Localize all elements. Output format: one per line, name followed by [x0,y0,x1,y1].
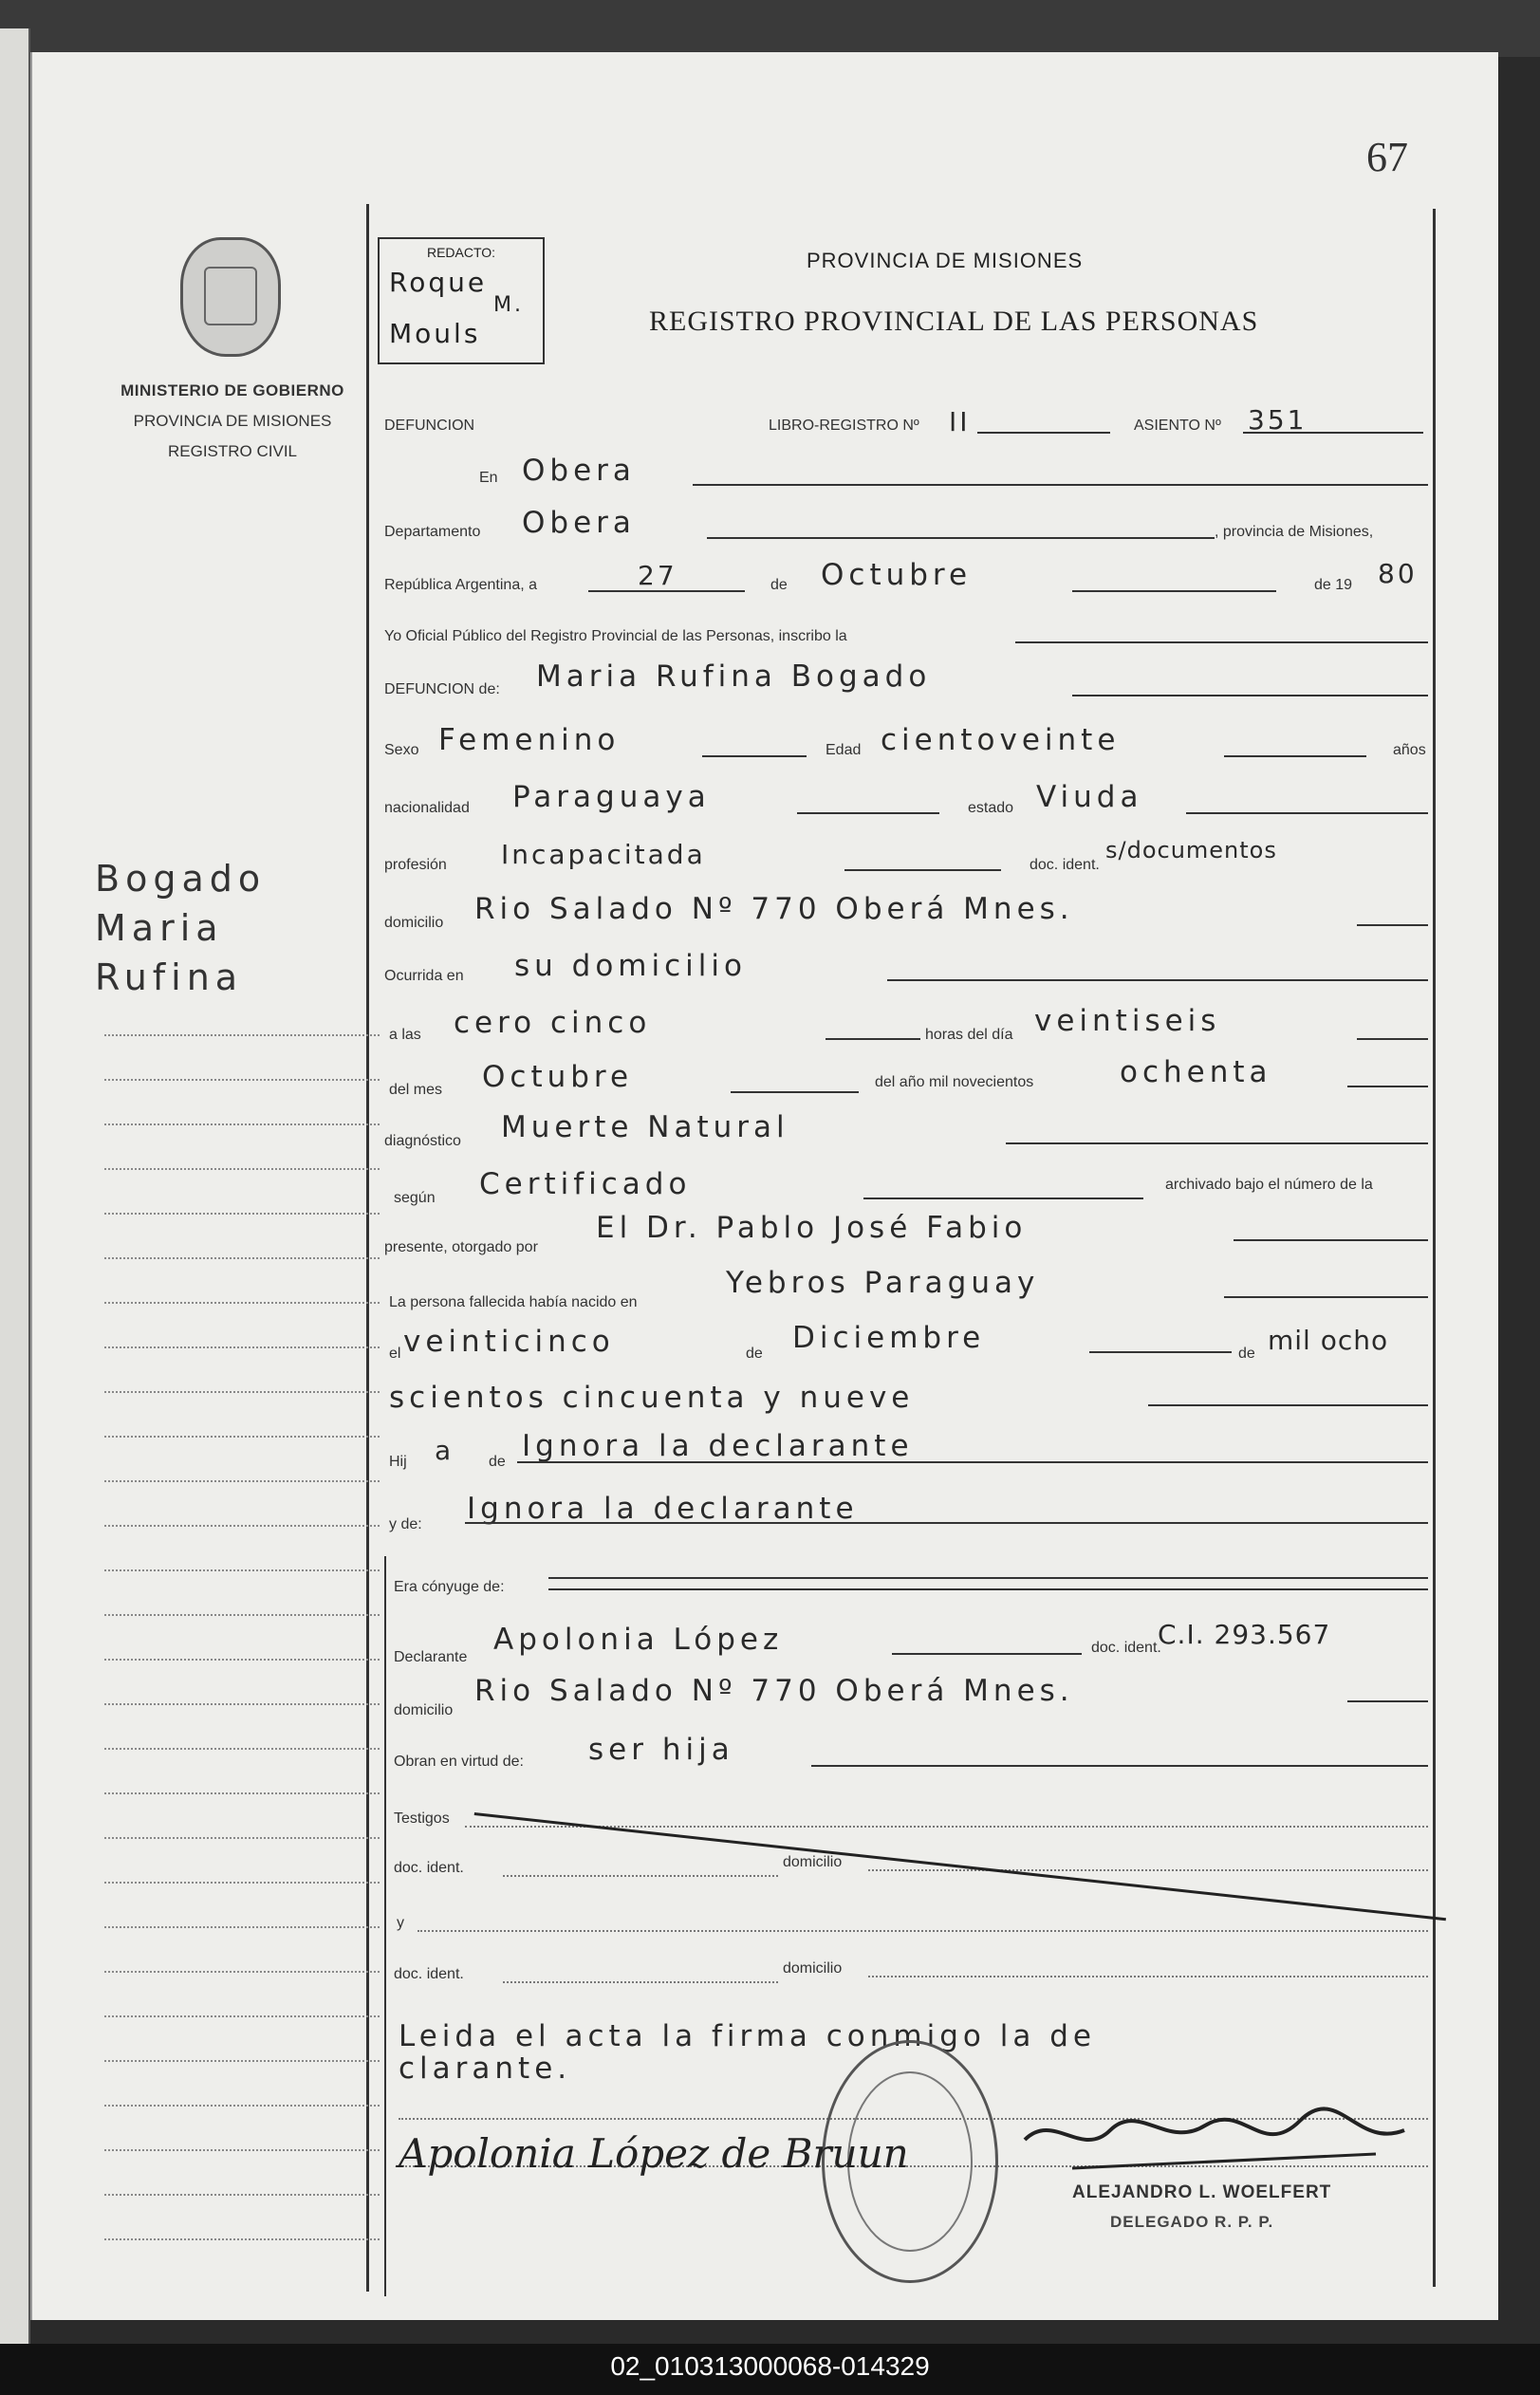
value-ocurrida: su domicilio [514,949,747,983]
label-departamento: Departamento [384,524,481,540]
line-nombre [1072,695,1428,696]
official-title: DELEGADO R. P. P. [1110,2213,1274,2231]
value-edad: cientoveinte [881,723,1121,757]
label-de19: de 19 [1314,577,1353,593]
value-leida-1: Leida el acta la firma conmigo la de [399,2019,1096,2053]
label-decl-domicilio: domicilio [394,1702,454,1718]
value-departamento: Obera [522,506,636,540]
margin-ruled-line [104,2238,380,2240]
ministry-header [95,376,370,467]
form-right-border [1433,209,1436,2287]
value-hora: cero cinco [454,1006,652,1040]
margin-note [95,854,266,1002]
label-provincia: , provincia de Misiones, [1215,524,1374,540]
margin-ruled-line [104,2194,380,2196]
header-registry: REGISTRO PROVINCIAL DE LAS PERSONAS [649,306,1259,337]
value-ano: 80 [1378,558,1418,589]
image-caption: 02_010313000068-014329 [610,2351,930,2381]
line-dia [588,590,745,592]
label-defuncion: DEFUNCION [384,418,475,434]
line-yo-oficial [1015,641,1428,643]
value-sexo: Femenino [438,723,621,757]
label-y-de: y de: [389,1516,422,1532]
ministry-line1: MINISTERIO DE GOBIERNO [121,381,344,399]
label-profesion: profesión [384,857,447,873]
label-era-conyuge: Era cónyuge de: [394,1579,505,1595]
line-obran [811,1765,1428,1767]
label-obran: Obran en virtud de: [394,1754,524,1770]
margin-ruled-line [104,1123,380,1125]
official-name: ALEJANDRO L. WOELFERT [1072,2182,1332,2202]
line-nac-mes [1089,1351,1232,1353]
line-ocurrida [887,979,1428,981]
redacto-name [389,266,524,351]
line-mes-muerte [731,1091,859,1093]
margin-ruled-line [104,1213,380,1215]
line-nac-ano2 [1148,1404,1428,1406]
line-domicilio [1357,924,1428,926]
value-asiento: 351 [1248,404,1308,436]
value-segun: Certificado [479,1167,692,1201]
line-otorgado [1234,1239,1428,1241]
label-del-ano: del año mil novecientos [875,1074,1034,1090]
value-leida-2: clarante. [399,2052,572,2086]
label-declarante: Declarante [394,1649,468,1665]
value-ano-muerte: ochenta [1120,1055,1272,1089]
value-diagnostico: Muerte Natural [501,1110,789,1144]
margin-ruled-line [104,1569,380,1571]
label-testigo1-domicilio: domicilio [783,1854,843,1870]
label-testigo2-domicilio: domicilio [783,1960,843,1977]
line-asiento [1243,432,1423,434]
coat-of-arms-icon [180,237,281,357]
label-en: En [479,470,498,486]
margin-ruled-line [104,1837,380,1839]
margin-ruled-line [104,1034,380,1036]
line-nacionalidad [797,812,939,814]
margin-ruled-line [104,1525,380,1527]
value-estado: Viuda [1036,780,1143,814]
value-hij-suffix: a [435,1435,455,1466]
margin-ruled-line [104,1079,380,1081]
redacto-label: REDACTO: [426,245,496,260]
scanner-background [0,0,1540,57]
value-profesion: Incapacitada [501,839,706,870]
dotted-testigo1-doc [503,1875,778,1877]
line-estado [1186,812,1428,814]
label-republica: República Argentina, a [384,577,537,593]
line-madre [465,1522,1428,1524]
redacto-name-line1: Roque [389,267,488,298]
label-testigo-y: y [397,1915,404,1931]
line-hora [826,1038,920,1040]
margin-ruled-line [104,1302,380,1304]
margin-ruled-line [104,1257,380,1259]
label-archivado: archivado bajo el número de la [1165,1177,1373,1193]
label-presente: presente, otorgado por [384,1239,538,1255]
label-nac-de1: de [746,1346,763,1362]
margin-note-line2: Maria [95,907,224,949]
value-nac-mes: Diciembre [792,1321,986,1355]
value-nombre: Maria Rufina Bogado [536,659,932,694]
redacto-box [378,237,545,364]
value-nac-dia: veinticinco [403,1325,615,1359]
margin-ruled-line [104,1480,380,1482]
dotted-testigo2-dom [868,1976,1428,1977]
form-inner-border [384,1556,386,2296]
margin-ruled-line [104,1346,380,1348]
margin-ruled-line [104,1882,380,1884]
line-libro [977,432,1110,434]
page-number: 67 [1366,134,1408,180]
value-dia-muerte: veintiseis [1034,1004,1221,1038]
label-de: de [770,577,788,593]
line-padre [517,1461,1428,1463]
value-doc: s/documentos [1105,837,1277,863]
line-ano-muerte [1347,1086,1428,1087]
value-declarante: Apolonia López [493,1623,784,1657]
previous-page-edge [0,28,30,2344]
label-persona-fallecida: La persona fallecida había nacido en [389,1294,638,1310]
label-sexo: Sexo [384,742,419,758]
label-nacionalidad: nacionalidad [384,800,470,816]
line-conyuge-2 [548,1588,1428,1590]
margin-ruled-line [104,1703,380,1705]
margin-ruled-line [104,1659,380,1661]
label-testigo1-doc: doc. ident. [394,1860,464,1876]
margin-ruled-line [104,2060,380,2062]
value-domicilio: Rio Salado Nº 770 Oberá Mnes. [474,892,1074,926]
line-mes [1072,590,1276,592]
line-sexo [702,755,807,757]
declarant-signature: Apolonia López de Bruun [399,2130,909,2177]
line-dia-muerte [1357,1038,1428,1040]
value-obran: ser hija [588,1733,734,1767]
line-decl-domicilio [1347,1700,1428,1702]
line-edad [1224,755,1366,757]
margin-ruled-line [104,1748,380,1750]
label-nac-de2: de [1238,1346,1255,1362]
label-segun: según [394,1190,436,1206]
label-asiento: ASIENTO Nº [1134,418,1221,434]
line-en [693,484,1428,486]
label-testigos: Testigos [394,1810,450,1827]
margin-ruled-line [104,1926,380,1928]
margin-ruled-line [104,2105,380,2107]
margin-ruled-line [104,1792,380,1794]
margin-ruled-line [104,2015,380,2017]
form-left-border [366,204,369,2292]
margin-ruled-line [104,2149,380,2151]
official-signature-icon [1015,2102,1414,2187]
label-del-mes: del mes [389,1082,443,1098]
label-libro: LIBRO-REGISTRO Nº [769,418,919,434]
dotted-testigo1-dom [868,1869,1428,1871]
line-declarante [892,1653,1082,1655]
label-testigo2-doc: doc. ident. [394,1966,464,1982]
line-nacido-en [1224,1296,1428,1298]
redacto-name-line3: Mouls [389,318,481,349]
margin-ruled-line [104,1971,380,1973]
ministry-line2: PROVINCIA DE MISIONES [133,412,332,430]
value-libro: II [949,406,971,437]
label-hij-de: de [489,1454,506,1470]
line-segun [863,1198,1143,1199]
value-nac-ano1: mil ocho [1268,1325,1389,1356]
line-diagnostico [1006,1142,1428,1144]
value-nac-ano2: scientos cincuenta y nueve [389,1381,915,1415]
line-conyuge-1 [548,1577,1428,1579]
label-doc-ident: doc. ident. [1030,857,1100,873]
label-yo-oficial: Yo Oficial Público del Registro Provincial de las Personas, inscribo la [384,628,847,644]
value-dia: 27 [638,560,677,591]
margin-note-line3: Rufina [95,956,244,998]
value-otorgado: El Dr. Pablo José Fabio [596,1211,1028,1245]
dotted-testigo-y [417,1930,1428,1932]
label-horas-dia: horas del día [925,1027,1013,1043]
margin-note-line1: Bogado [95,858,267,900]
value-decl-doc: C.I. 293.567 [1158,1619,1331,1650]
ministry-line3: REGISTRO CIVIL [167,442,298,460]
label-a-las: a las [389,1027,421,1043]
value-padre: Ignora la declarante [522,1429,914,1463]
line-departamento [707,537,1215,539]
label-decl-doc: doc. ident. [1091,1640,1161,1656]
dotted-testigo2-doc [503,1981,778,1983]
value-mes: Octubre [821,558,973,592]
label-edad: Edad [826,742,862,758]
margin-ruled-line [104,1614,380,1616]
label-el: el [389,1346,401,1362]
value-madre: Ignora la declarante [467,1492,859,1526]
header-province: PROVINCIA DE MISIONES [807,249,1084,272]
value-nacido-en: Yebros Paraguay [726,1266,1040,1300]
margin-ruled-line [104,1168,380,1170]
label-defuncion-de: DEFUNCION de: [384,681,500,697]
label-hij: Hij [389,1454,407,1470]
label-estado: estado [968,800,1014,816]
label-diagnostico: diagnóstico [384,1133,461,1149]
value-decl-domicilio: Rio Salado Nº 770 Oberá Mnes. [474,1674,1074,1708]
value-mes-muerte: Octubre [482,1060,634,1094]
label-domicilio: domicilio [384,915,444,931]
label-anos: años [1393,742,1426,758]
margin-ruled-line [104,1436,380,1438]
margin-ruled-line [104,1391,380,1393]
line-profesion [844,869,1001,871]
redacto-name-line2: M. [493,293,524,317]
value-en: Obera [522,454,636,488]
label-ocurrida: Ocurrida en [384,968,464,984]
value-nacionalidad: Paraguaya [512,780,711,814]
